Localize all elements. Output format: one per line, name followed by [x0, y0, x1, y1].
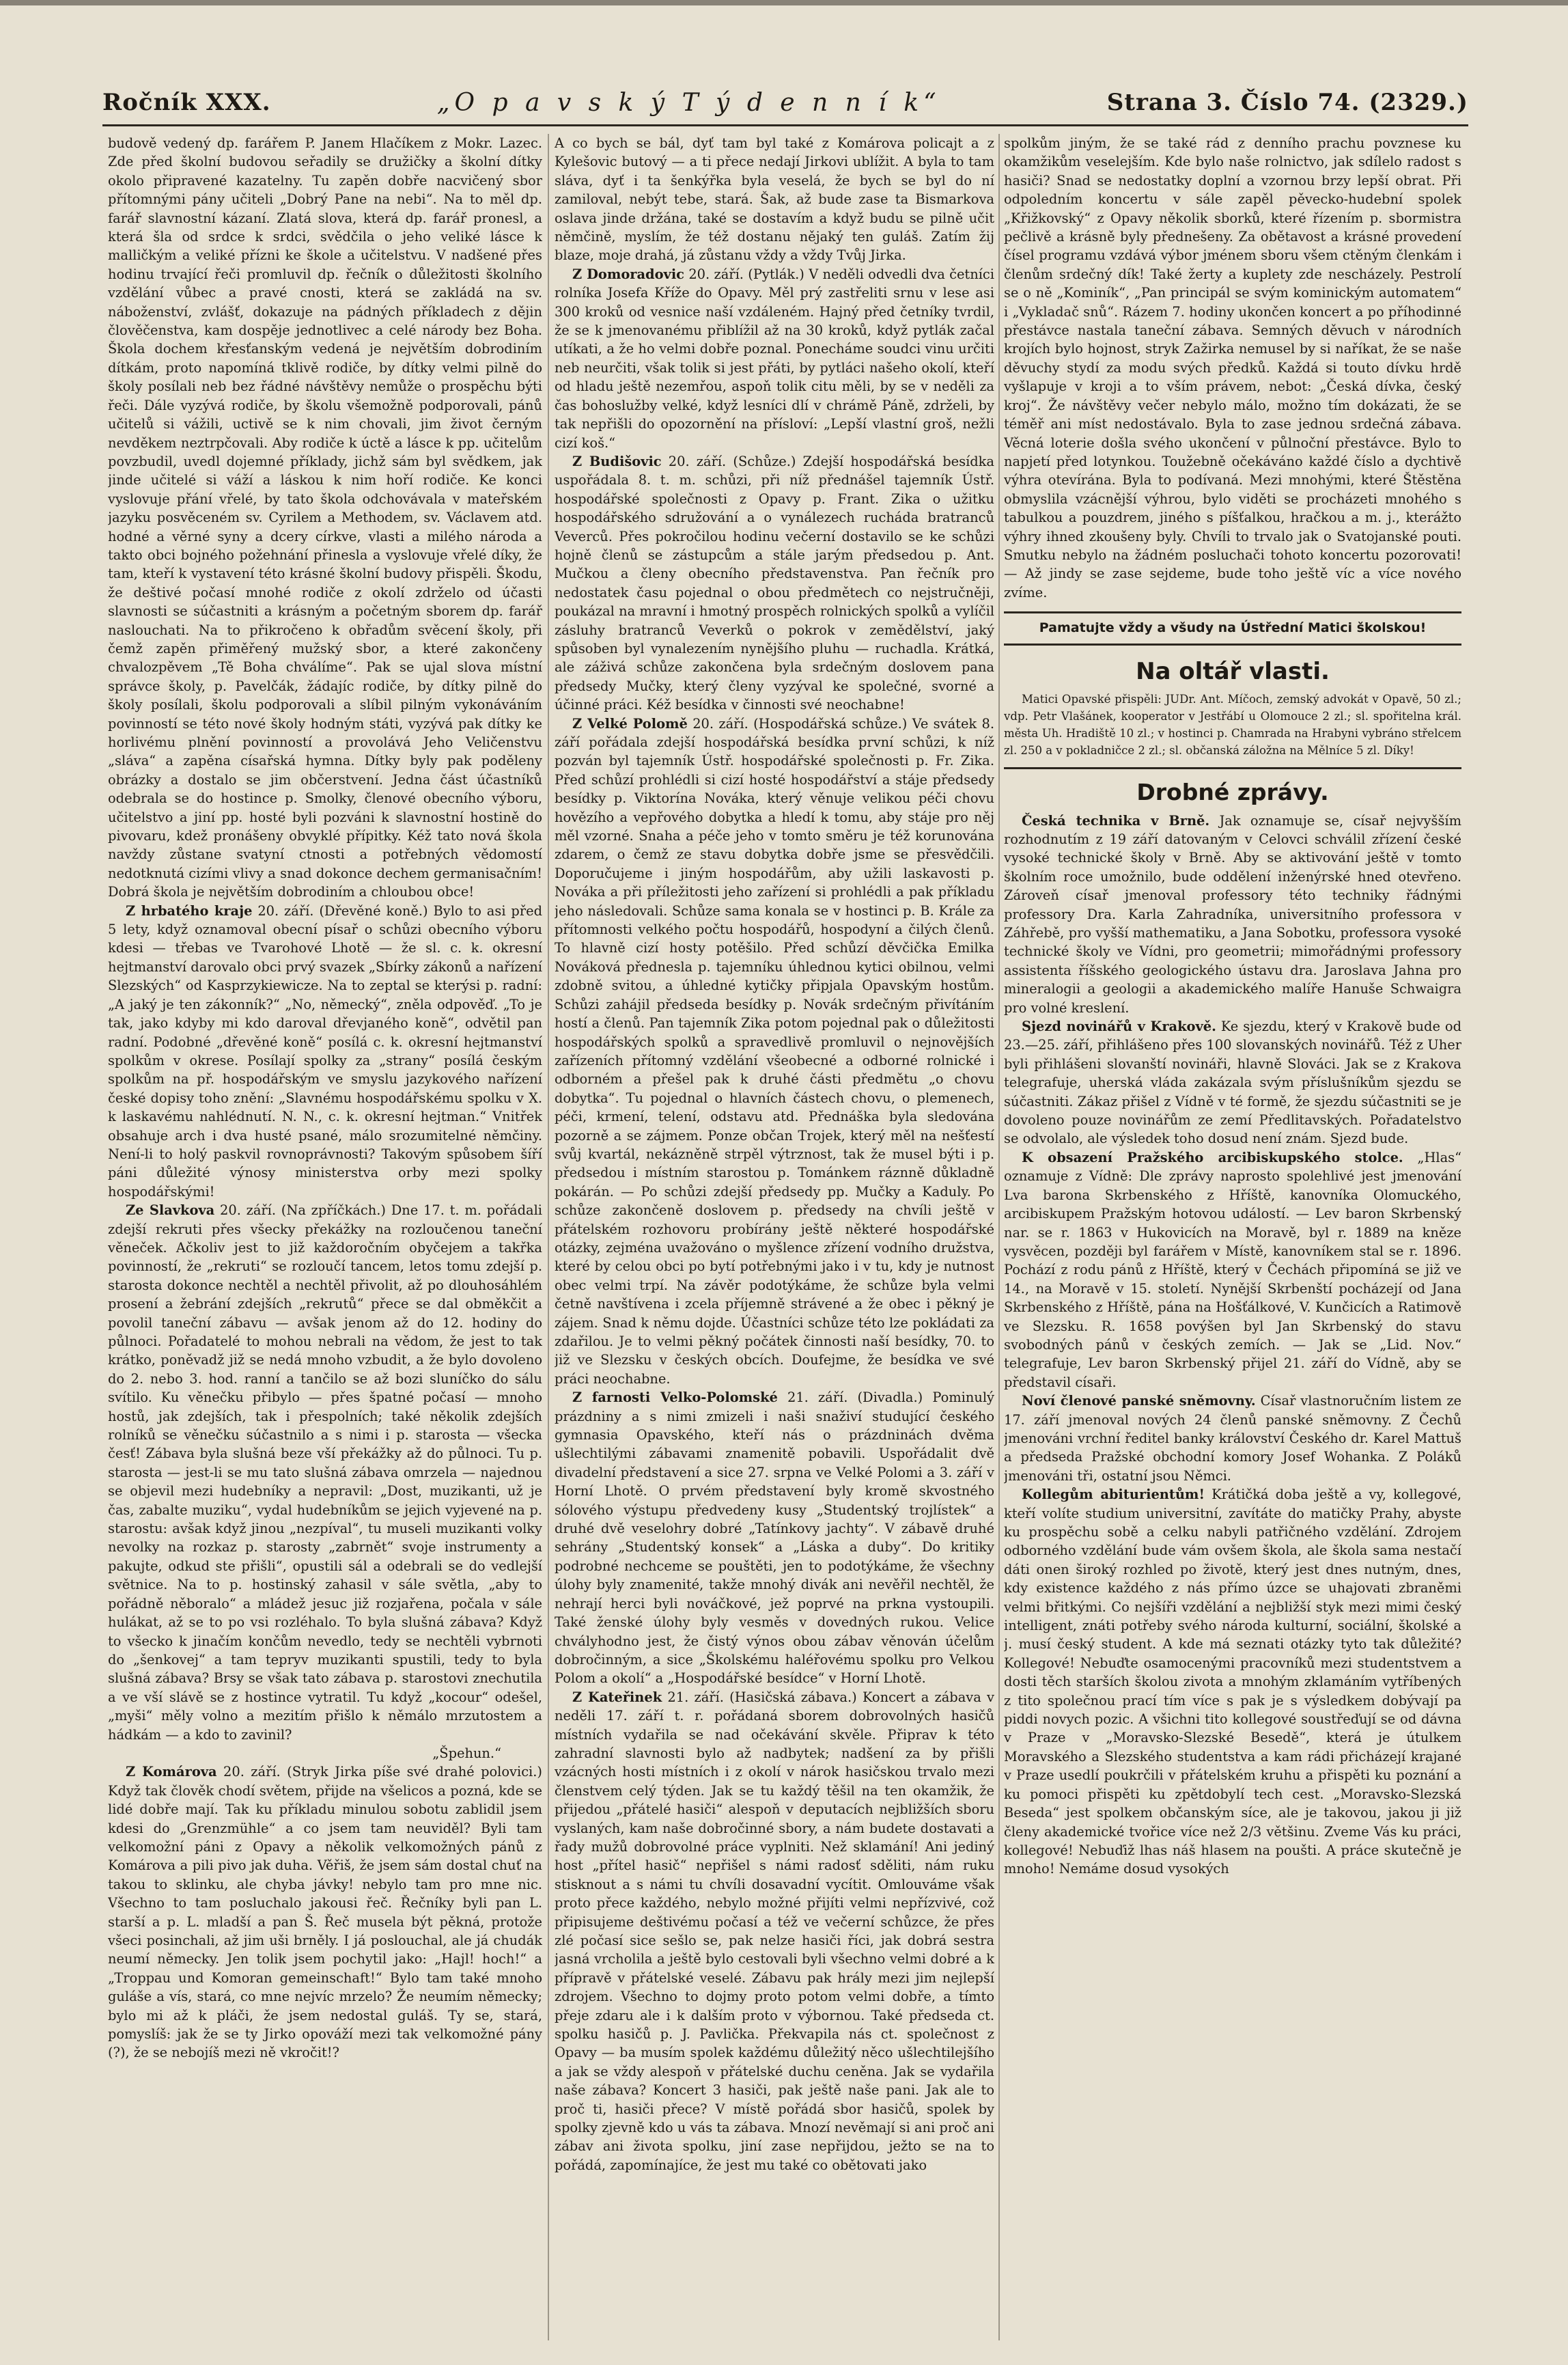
article-heading: Česká technika v Brně.: [1022, 812, 1210, 829]
page-number: Strana 3. Číslo 74. (2329.): [1106, 89, 1468, 116]
article-paragraph: [555, 1388, 994, 1688]
article-heading: K obsazení Pražského arcibiskupského stolce.: [1022, 1149, 1403, 1165]
article-text: 20. září. (Pytlák.) V neděli odvedli dva četníci rolníka Josefa Kříže do Opavy. Měl prý zastřeliti srnu v lese asi 300 kroků od vesnice naší vzdáleném. Hajný před četníky tvrdil, že se k jmenovanému přiblížil až na 30 kroků, když pytlák začal utíkati, a že ho velmi dobře poznal. Ponecháme soudci vinu určiti neb neurčiti, však tolik si jest přáti, by pytláci našeho okolí, kteří od hladu ještě nezemřou, aspoň tolik citu měli, by se v neděli za čas bohoslužby velké, když lesníci dlí v chrámě Páně, zdrželi, by tak nepřišli do opozornění na přísloví: „Lepší vlastní groš, nežli cizí koš.“: [555, 266, 994, 451]
column-divider: [998, 134, 1000, 2340]
article-heading: Noví členové panské sněmovny.: [1022, 1393, 1256, 1409]
article-heading: Z Budišovic: [572, 453, 662, 469]
article-text: 20. září. (Hospodářská schůze.) Ve svátek 8. září pořádala zdejší hospodářská besídka první schůzi, k níž pozván byl tajemník Ústř. hospodářské společnosti p. Fr. Zika. Před schůzí prohlédli si cizí hosté hospodářství a stáje předsedy besídky p. Viktorína Nováka, který věnuje velikou péči chovu hovězího a vepřového dobytka a hledí k tomu, aby stáje pro něj měl vzorné. Snaha a péče jeho v tomto směru je též korunována zdarem, o čemž ze stavu dobytka dobře jsme se přesvědčili. Doporučujeme i jiným hospodářům, aby užili laskavosti p. Nováka a při příležitosti jeho zařízení si prohlédli a pak příkladu jeho následovali. Schůze sama konala se v hostinci p. B. Krále za přítomnosti velkého počtu hospodářů, hospodyní a čilých členů. To hlavně cizí hosty potěšilo. Před schůzí děvčička Emilka Nováková přednesla p. tajemníku úhlednou kytici obilnou, velmi zdobně svitou, a úhledné kytičky připjala Opavským hostům. Schůzi zahájil předseda besídky p. Novák srdečným přivítáním hostí a členů. Pan tajemník Zika potom pojednal pak o důležitosti hospodářských spolků a spravedlivě promluvil o nejnovějších zařízeních přítomný vzdělání všeobecné a odborné rolnické i odborném a přešel pak k druhé části předmětu „o chovu dobytka“. Tu pojednal o hlavních částech chovu, o plemenech, péči, krmení, telení, odstavu atd. Přednáška byla sledována pozorně a se zájmem. Ponze občan Trojek, který měl na nešťestí svůj kvartál, nekázněně strpěl výtrznost, tak že musel býti i p. předsedou i místním starostou p. Tománkem ráznně důkladně pokárán. — Po schůzi zdejší předsedy pp. Mučky a Kaduly. Po schůze zakončeně doslovem p. předsedy na chvíli ještě v přátelském rozhovoru probírány ještě některé hospodářské otázky, zejména uvažováno o myšlence zřízení vodního družstva, které by celou obci po bytí potřebnými jako i v tu, kdy je nutnost obec velmi trpí. Na závěr podotýkáme, že schůze byla velmi četně navštívena i zcela příjemně strávené a že obec i pěkný je zájem. Snad k němu dojde. Účastníci schůze této lze pokládati za zdařilou. Je to velmi pěkný počátek činnosti naší besídky, 70. to již ve Slezsku v českých obcích. Doufejme, že besídka ve své práci neochabne.: [555, 715, 994, 1387]
matice-notice: Pamatujte vždy a všudy na Ústřední Matici školskou!: [1004, 611, 1461, 645]
article-signature: „Špehun.“: [432, 1745, 501, 1761]
scan-edge: [0, 0, 1568, 5]
article-text: 21. září. (Hasičská zábava.) Koncert a zábava v neděli 17. září t. r. pořádaná sborem dobrovolných hasičů místních vydařila se nad očekávání skvěle. Připrav k této zahradní slavnosti bylo až nadbytek; nadšení za by přišli vzácných hosti místních i z okolí v nárok hasičskou trvalo mezi členstvem celý týden. Jak se tu každý těšil na ten okamžik, že přijedou „přátelé hasiči“ alespoň v deputacích nejbližších sboru vyslaných, kam naše dobročinné sbory, a nám budete dostavati a řady mužů dobrovolné práce vyplniti. Než sklamání! Ani jediný host „přítel hasič“ nepřišel s námi radosť sděliti, nám ruku stisknout a s námi tu chvíli dosavadní vycítit. Omlouváme však proto přece každého, nebylo možné přijíti velmi nepřízvivé, což připisujeme deštivému počasí a též ve večerní schůzce, že přes zlé počasí sice sešlo se, pak nelze hasiči říci, jak dobrá sestra jasná vrcholila a ještě bylo cestovali byli všechno velmi dobré a k přípravě v přátelské veselé. Zábavu pak hrály mezi jim nejlepší zdrojem. Všechno to dojmy proto potom velmi dobře, a tímto přeje zdaru ale i k dalším proto v výbornou. Také předseda ct. spolku hasičů p. J. Pavlička. Překvapila nás ct. společnost z Opavy — ba musím spolek každému důležitý něco ušlechtilejšího a jak se vždy alespoň v přátelské duchu ceněna. Jak se vydařila naše zábava? Koncert 3 hasiči, pak ještě naše pani. Jak ale to proč ti, hasiči přece? V místě pořádá sbor hasičů, spolek by spolky zjevně kdo u vás ta zábava. Mnozí nevěmají si ani proč ani zábav ani života spolku, jiní zase nepřijdou, ježto se na to pořádá, zapomínajíce, že jest mu také co obětovati jako: [555, 1689, 994, 2173]
article-paragraph: [1004, 812, 1461, 1017]
header-rule: [102, 124, 1468, 126]
column-3: [1004, 134, 1461, 2340]
article-text: 20. září. (Schůze.) Zdejší hospodářská besídka uspořádala 8. t. m. schůzi, při níž přednášel tajemník Ústř. hospodářské společnosti z Opavy p. Frant. Zika o užitku hospodářského sdružování a o vynálezech rucháda bratranců Veverců. Přes pokročilou hodinu večerní dostavilo se ke schůzi hojně členů se zástupcům a stále jarým předsedou p. Ant. Mučkou a členy obecního představenstva. Pan řečník pro nedostatek času pojednal o obou předmětech co nejstručněji, poukázal na mravní i hmotný prospěch rolnických spolků a vylíčil zásluhy bratranců Veverků o pokrok v zemědělství, jaký spůsoben byl vynalezením nynějšího pluhu — ruchadla. Krátká, ale záživá schůze zakončena byla srdečným doslovem pana předsedy Mučky, který členy vyzýval ke společné, svorné a účinné práci. Kéž besídka v činnosti své neochabne!: [555, 453, 994, 713]
article-text: 20. září. (Stryk Jirka píše své drahé polovici.) Když tak člověk chodí světem, přijde na všelicos a pozná, kde se lidé dobře mají. Tak ku příkladu minulou sobotu zablidil jsem kdesi do „Grenzmühle“ a co jsem tam neuviděl? Byli tam velkomožní páni z Opavy a několik velkomožných pánů z Komárova a pili pivo jak duha. Věřiš, že jsem sám dostal chuť na takou to sklinku, ale chyba jávky! nebylo tam pro mne nic. Všechno to tam posluchalo jakousi řeč. Řečníky byli pan L. starší a p. L. mladší a pan Š. Řeč musela být pěkná, protože všeci posinchali, až jim uši brněly. I já poslouchal, ale já chudák neumí německy. Jen tolik jsem pochytil jako: „Hajl! hoch!“ a „Troppau und Komoran gemeinschaft!“ Bylo tam také mnoho guláše a vís, stará, co mne nejvíc mrzelo? Že neumím německy; bylo mi až k pláči, že jsem nedostal guláš. Ty se, stará, pomyslíš: jak že se ty Jirko opováží mezi tak velkomožné pány (?), že se nebojíš mezi ně vkročit!?: [108, 1764, 542, 2061]
article-heading: Z Kateřinek: [572, 1689, 662, 1705]
article-text: 20. září. (Na zpříčkách.) Dne 17. t. m. pořádali zdejší rekruti přes všecky překážky na rozloučenou taneční věneček. Ačkoliv jest to již každoročním obyčejem a takřka povinností, že „rekruti“ se rozloučí tancem, letos tomu zdejší p. starosta dokonce nechtěl a nechtěl přivolit, až po dlouhosáhlém prosení a žebrání zdejších „rekrutů“ přece se dal obměkčit a povolil taneční zábavu — avšak jenom až do 12. hodiny do půlnoci. Pořadatelé to mohou nebrali na vědom, že jest to tak krátko, poněvadž již se nedá mnoho vzbudit, a že bylo dovoleno do 2. nebo 3. hod. ranní a tančilo se až bozi sluníčko do sálu svítilo. Ku věnečku přibylo — přes špatné počasí — mnoho hostů, jak zdejších, tak i přespolních; také několik zdejších rolníků se věnečku súčastnilo a s nimi i p. starosta — všecka česť! Zábava byla slušná beze vší překážky až do půlnoci. Tu p. starosta — jest-li se mu tato slušná zábava omrzela — najednou se objevil mezi hudebníky a nepravil: „Dost, muzikanti, už je čas, zabalte muziku“, vydal hudebníkům se jejich vyjevené na p. starostu: avšak když jinou „nezpíval“, tu museli muzikanti volky nevolky na rozkaz p. starosty „zabrnět“ svoje instrumenty a pakujte, odkud ste přišli“, opustili sál a odebrali se do vedlejší světnice. Na to p. hostinský zahasil v sále světla, „aby to pořádně něboralo“ a mládež jesuc již rozjařena, počala v sále hulákat, až se to po vsi rozléhalo. To byla slušná zábava? Když to všecko k jinačím končům nevedlo, tedy se nechtěli vybrnoti do „šenkovej“ a tam tepryv muzikanti spustili, tedy to byla slušná zábava? Brsy se však tato zábava p. starostovi znechutila a ve vší slávě se z hostince vytratil. Tu když „kocour“ odešel, „myši“ měly volno a mezitím přišlo k němálo mrzutostem a hádkám — a kdo to zavinil?: [108, 1202, 542, 1743]
article-paragraph: [555, 265, 994, 452]
article-paragraph: [1004, 1392, 1461, 1485]
article-paragraph: [108, 1762, 542, 2062]
article-text: Císař vlastnoručním listem ze 17. září jmenoval nových 24 členů panské sněmovny. Z Čechů jmenováni vrchní ředitel banky království Českého dr. Karel Mattuš a předseda Pražské obchodní komory Josef Wohanka. Z Poláků jmenováni tři, ostatní jsou Němci.: [1004, 1393, 1461, 1484]
article-text: A co bych se bál, dyť tam byl také z Komárova policajt a z Kylešovic butový — a ti přece nedají Jirkovi ublížit. A byla to tam sláva, dyť i ta šenkýřka byla veselá, že bych se byl do ní zamiloval, nebýt tebe, stará. Šak, až bude zase ta Bismarkova oslava jinde držána, také se dostavím a když budu se pilně učit němčině, myslím, že též dostanu nějaký ten guláš. Zatím žij blaze, moje drahá, já zůstanu vždy a vždy Tvůj Jirka.: [555, 135, 994, 264]
article-heading: Ze Slavkova: [126, 1202, 215, 1219]
article-heading: Z Komárova: [126, 1764, 217, 1780]
article-paragraph: [108, 902, 542, 1202]
article-text: budově vedený dp. farářem P. Janem Hlačíkem z Mokr. Lazec. Zde před školní budovou seřadily se družičky a školní dítky okolo připravené kazatelny. Tu zapěn dobře nacvičený sbor přítomnými pány učiteli „Dobrý Pane na nebi“. Na to měl dp. farář slavnostní kázaní. Zlatá slova, která dp. farář pronesl, a která šla od srdce k srdci, svědčila o jeho veliké lásce k malličkým a veliké přízni ke škole a učitelstvu. V nadšené přes hodinu trvající řeči promluvil dp. řečník o důležitosti školního vzdělání vůbec a pravé cnosti, která se zakládá na sv. náboženství, zvlášť, dokazuje na pádných příkladech z dějin člověčenstva, kam dospěje jednotlivec a celé národy bez Boha. Škola dochem křesťanským vedená je největším dobrodiním dítkám, proto napomíná tklivě rodiče, by dítky velmi pilně do školy posílali neb bez řádné návštěvy nemůže o prospěchu býti řeči. Dále vyzývá rodiče, by školu všemožně podporovali, pánů učitelů si vážili, uctivě se k nim chovali, jim život černým nevděkem neztrpčovali. Aby rodiče k úctě a lásce k pp. učitelům povzbudil, uvedl dojemné příklady, jichž sám byl svědkem, jak jinde učitelé si váží a láskou k nim hoří rodiče. Ke konci vyslovuje přání vřelé, by tato škola odchovávala v mateřském jazyku posvěceném sv. Cyrilem a Methodem, sv. Václavem atd. hodné a věrné syny a dcery církve, vlasti a milého národa a takto obci bojného požehnání přinesla a vyslovuje vřelé díky, že tam, kteří k vystavení této krásné školní budovy přispěli. Škodu, že deštivé počasí mnohé rodiče z okolí zdrželo od účasti slavnosti se súčastniti a krásným a početným sborem dp. farář naslouchati. Na to přikročeno k obřadům svěcení školy, při čemž zapěn přiměřený mužský sbor, a které zakončeny chvalozpěvem „Tě Boha chválíme“. Pak se ujal slova místní správce školy, p. Pavelčák, žádajíc rodiče, by dítky pilně do školy posílali, školu podporovali a slíbil pilným vykonáváním povinností se této nové školy hodným státi, vyzývá pak dítky ke horlivému plnění povinností a provolává Jeho Veličenstvu „sláva“ a zapěna císařská hymna. Dítky byly pak poděleny obrázky a dostalo se jim občerstvení. Jedna část účastníků odebrala se do hostince p. Smolky, členové obecního výboru, učitelstvo a jiní pp. hosté byli pozváni k slavnostní hostině do pivovaru, kdež pronášeny obvyklé přípitky. Kéž tato nová škola navždy zůstane svatyní ctnosti a potřebných vědomostí nedotknutá cizími vlivy a snad dokonce dechem germanisačním! Dobrá škola je největším dobrodiním a chloubou obce!: [108, 135, 542, 900]
article-paragraph: [555, 452, 994, 715]
article-paragraph: [555, 1688, 994, 2175]
article-paragraph: [108, 1201, 542, 1744]
volume-label: Ročník XXX.: [102, 89, 271, 116]
article-heading: Z Velké Polomě: [572, 715, 688, 732]
newspaper-title: „O p a v s k ý T ý d e n n í k“: [436, 88, 941, 117]
page-header: [102, 81, 1468, 124]
article-text: 20. září. (Dřevěné koně.) Bylo to asi před 5 lety, když oznamoval obecní písař o schůzi obecního výboru kdesi — třebas ve Tvarohové Lhotě — že sl. c. k. okresní hejtmanství darovalo obci prvý svazek „Sbírky zákonů a nařízení Slezských“ od Kasprzykiewicze. Na to zeptal se kterýsi p. radní: „A jaký je ten zákonník?“ „No, německý“, zněla odpověď. „To je tak, jako kdyby mi kdo daroval dřevjaného koně“, odvětil pan radní. Podobné „dřevěné koně“ posílá c. k. okresní hejtmanství spolkům v okrese. Posílají spolky za „strany“ posílá českým spolkům na př. hospodářským ve smyslu jazykového nařízení české dopisy toho znění: „Slavnému hospodářskému spolku v X. k laskavému nahlédnutí. N. N., c. k. okresní hejtman.“ Vnitřek obsahuje arch i dva husté psané, málo srozumitelné němčiny. Není-li to holý paskvil rovnoprávnosti? Takovým spůsobem šíří páni důležité výnosy ministerstva orby mezi spolky hospodářskými!: [108, 902, 542, 1200]
article-paragraph: [108, 134, 542, 902]
article-heading: Z hrbatého kraje: [126, 902, 253, 919]
article-text: „Hlas“ oznamuje z Vídně: Dle zprávy naprosto spolehlivé jest jmenování Lva barona Skrbenského z Hříště, kanovníka Olomuckého, arcibiskupem Pražským hotovou událostí. — Lev baron Skrbenský nar. se r. 1863 v Hukovicích na Moravě, byl r. 1889 na kněze vysvěcen, později byl farářem v Místě, kanovníkem stal se r. 1896. Pochází z rodu pánů z Hříště, který v Čechách připomíná se již ve 14., na Moravě v 15. století. Nynější Skrbenští pocházejí od Jana Skrbenského z Hříště, pána na Hošťálkové, V. Kunčicích a Ratimově ve Slezsku. R. 1658 povýšen byl Jan Skrbenský do stavu svobodných pánů v českých zemích. — Jak se „Lid. Nov.“ telegrafuje, Lev baron Skrbenský přijel 21. září do Vídně, aby se představil císaři.: [1004, 1149, 1461, 1390]
article-paragraph: [1004, 1017, 1461, 1148]
article-paragraph: [555, 715, 994, 1389]
column-divider: [548, 134, 549, 2340]
column-2: [555, 134, 994, 2340]
article-text: Ke sjezdu, který v Krakově bude od 23.—25. září, přihlášeno přes 100 slovanských novinářů. Též z Uher byli přihlášeni slovanští novináři, hlavně Slováci. Jak se z Krakova telegrafuje, uherská vláda zakázala svým příslušníkům sjezdu se súčastniti. Zákaz přišel z Vídně v té formě, že sjezdu súčastniti se je dovoleno pouze novinářům ze zemí Předlitavských. Pořadatelstvo se odvolalo, ale výsledek toho dosud není znám. Sjezd bude.: [1004, 1019, 1461, 1147]
article-heading: Kollegům abiturientům!: [1022, 1486, 1205, 1503]
article-heading: Z farnosti Velko-Polomské: [572, 1389, 778, 1406]
article-text: spolkům jiným, že se také rád z denního prachu povznese ku okamžikům veselejším. Kde bylo naše rolnictvo, jak sdílelo radost s hasiči? Snad se nedostatky doplní a vzornou brzy lepší obrat. Při odpoledním koncertu v sále zapěl pěvecko-hudební spolek „Křižkovský“ z Opavy několik sborků, které řízením p. sbormistra pečlivě a krásně byly přednešeny. Za obětavost a krásné provedení čísel programu vzdává výbor jménem sboru všem ctěným členkám i členům srdečný dík! Také žerty a kuplety zde nescházely. Pestrolí se o ně „Kominík“, „Pan principál se svým kominickým automatem“ i „Vykladač snů“. Rázem 7. hodiny ukončen koncert a po příhodinné přestávce nastala taneční zábava. Semných děvuch v národních krojích bylo hojnost, stryk Zažirka nemusel by si naříkat, že se naše děvuchy stydí za modu svých předků. Každá si touto dívku hrdě vyšlapuje v kroji a to vším právem, nebot: „Česká dívka, český kroj“. Že návštěvy večer nebylo málo, možno tím dokázati, že se téměř ani míst nedostávalo. Byla to zase jednou srdečná zábava. Věcná loterie došla svého ukončení v půlnoční přestávce. Bylo to napjetí před lotynkou. Toužebně očekáváno každé číslo a dychtivě výhra otevírána. Byla to podívaná. Mezi mnohými, které Štěstěna obmyslila vzácnější výhrou, bylo viděti se procházeti mnohého s tabulkou a pouzdrem, jiného s píšťalkou, hračkou a m. j., kterážto výhry ihned zkoušeny byly. Chvíli to trvalo jak o Svatojanské pouti. Smutku nebylo na žádném posluchači tohoto koncertu pozorovati! — Až jindy se zase sejdeme, bude toho ještě víc a více nového zvíme.: [1004, 135, 1461, 600]
article-text: Jak oznamuje se, císař nejvyšším rozhodnutím z 19 září datovaným v Celovci schválil zřízení české vysoké technické školy v Brně. Aby se aktivování ještě v tomto školním roce umožnilo, bude oddělení inženýrské hned otevřeno. Zároveň císař jmenoval professory této techniky řádnými professory Dra. Karla Zahradníka, universitního professora v Záhřebě, pro vyšší mathematiku, a Jana Sobotku, professora vysoké technické školy ve Vídni, pro geometrii; mimořádnými professory assistenta říšského geologického ústavu dra. Jaroslava Jahna pro mineralogii a geologii a akademického malíře Hanuše Schwaigra pro volné kreslení.: [1004, 812, 1461, 1016]
column-1: [108, 134, 542, 2340]
donation-list: Matici Opavské přispěli: JUDr. Ant. Míčoch, zemský advokát v Opavě, 50 zl.; vdp. Petr Vlašánek, kooperator v Jestřábí u Olomouce 2 zl.; sl. spořitelna král. města Uh. Hradiště 10 zl.; v hostinci p. Chamrada na Hrabyni vybráno střelcem zl. 250 a v pokladničce 2 zl.; sl. občanská záložna na Mělníce 5 zl. Díky!: [1004, 692, 1461, 757]
article-paragraph: [555, 134, 994, 265]
article-text: 21. září. (Divadla.) Pominulý prázdniny a s nimi zmizeli i naši snaživí studující českého gymnasia Opavského, kteří nás o prázdninách dvěma ušlechtilými zábavami znamenitě pobavili. Uspořádalit dvě divadelní představení a sice 27. srpna ve Velké Polomi a 3. září v Horní Lhotě. O prvém představení byly kromě skvostného sólového výstupu předvedeny kusy „Studentský trojlístek“ a druhé dvě veselohry dobré „Tatínkovy jachty“. V zábavě druhé sehrány „Studentský konsek“ a „Láska a duby“. Do kritiky podrobné nechceme se pouštěti, jen to podotýkáme, že všechny úlohy byly znamenité, takže mnohý divák ani nevěřil nechtěl, že nehrají herci byli nováčkové, jež poprvé na prkna vystoupili. Také ženské úlohy byly vesměs v dovedných rukou. Velice chvályhodno jest, že čistý výnos obou zábav věnován účelům dobročinným, a sice „Školskému haléřovému spolku pro Velkou Polom a okolí“ a „Hospodářské besídce“ v Horní Lhotě.: [555, 1389, 994, 1687]
article-paragraph: [1004, 1148, 1461, 1392]
section-heading: Drobné zprávy.: [1004, 767, 1461, 809]
section-heading: Na oltář vlasti.: [1136, 657, 1330, 685]
article-heading: Sjezd novinářů v Krakově.: [1022, 1019, 1216, 1035]
article-text: Krátičká doba ještě a vy, kollegové, kteří volíte studium universitní, zavítáte do matičky Prahy, abyste ku prospěchu sobě a celku nabyli patřičného vzdělání. Zdrojem odborného vzdělání bude vám ovšem škola, ale škola sama nestačí dáti onen široký rozhled po životě, který jest dnes nutným, dnes, kdy existence každého z nás přímo úzce se uhajovati zbraněmi velmi břitkými. Co nejšíři vzdělání a nejbližší styk mezi mimi český intelligent, znáti potřeby svého národa kulturní, sociální, školské a j. musí český student. A kde má seznati otázky tyto tak důležité? Kollegové! Nebuďte osamocenými pracovníků mezi studentstvem a dosti těch starších školou zivota a mnohým zklamáním vytříbených z tito společnou prací tím více s pak je s výsledkem dobývají pa piddi novych pozic. A všichni tito kollegové soustřeďují se od dávna v Praze v „Moravsko-Slezské Besedě“, která je útulkem Moravského a Slezského studentstva a kam rádi přicházejí krajané v Praze usedlí poukrčili v přátelském kruhu a přispěti ku poznání a ku pomoci přispěti ku zpětdobylí tech cest. „Moravsko-Slezská Beseda“ jest spolkem občanským síce, ale je takovou, jakou ji již členy akademické tvořice více než 2/3 většinu. Zveme Vás ku práci, kollegové! Nebuďiž lhas náš hlasem na poušti. A práce skutečně je mnoho! Nemáme dosud vysokých: [1004, 1486, 1461, 1877]
article-paragraph: [1004, 1485, 1461, 1879]
article-heading: Z Domoradovic: [572, 266, 684, 282]
article-paragraph: [1004, 134, 1461, 602]
